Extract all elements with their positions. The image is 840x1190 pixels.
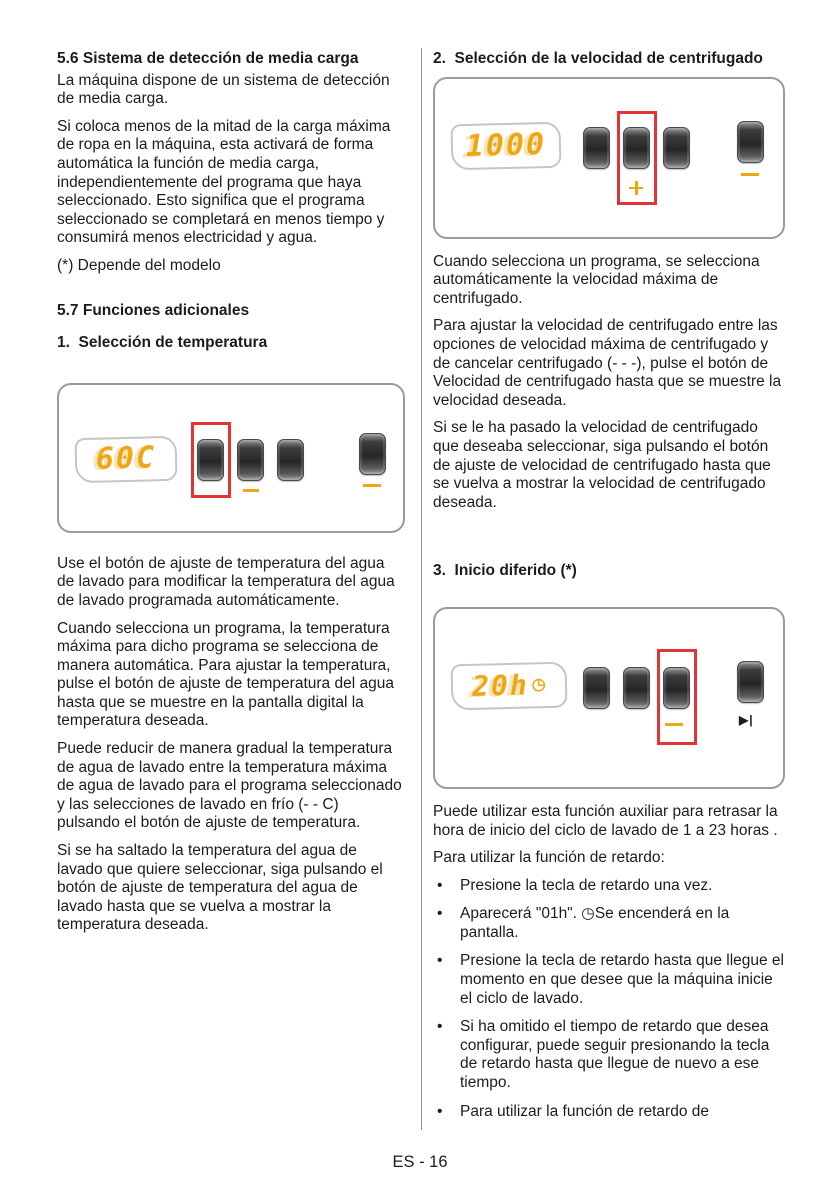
item-3-title: 3. Inicio diferido (*) (433, 562, 577, 580)
indicator-mark-icon (363, 484, 381, 487)
panel-button (359, 433, 386, 475)
spin-indicator-icon (629, 181, 643, 195)
display-value: 60C (95, 440, 157, 477)
display-value: 1000 (465, 126, 547, 164)
spin-speed-panel-figure (433, 77, 785, 239)
panel-button (737, 121, 764, 163)
temperature-panel-figure (57, 383, 405, 533)
paragraph: Para utilizar la función de retardo: (433, 849, 665, 867)
spin-speed-button (623, 127, 650, 169)
seven-segment-display (450, 661, 567, 710)
paragraph: Para ajustar la velocidad de centrifugado entre las opciones de velocidad máxima de centrifugado y de cancelar centrifugado (- - -), pulse el botón de Velocidad de centrifugado hasta que se muestre la velocidad deseada. (433, 317, 782, 409)
paragraph: Puede utilizar esta función auxiliar para retrasar la hora de inicio del ciclo de lavado de 1 a 23 horas . (433, 802, 778, 839)
list-item: • Aparecerá "01h". ◷Se encenderá en la pantalla. (433, 905, 785, 942)
indicator-mark-icon (243, 489, 259, 492)
paragraph: Puede reducir de manera gradual la temperatura de agua de lavado entre la temperatura máxima de agua de lavado para el programa seleccionado y las selecciones de lavado en frío (- - C) pulsando el botón de ajuste de temperatura. (57, 740, 402, 832)
start-pause-button-illustration (737, 661, 764, 703)
display-value: 20h (471, 668, 530, 703)
temperature-button (197, 439, 224, 481)
panel-button (277, 439, 304, 481)
right-column (433, 50, 785, 1131)
section-5-7-title: 5.7 Funciones adicionales (57, 301, 250, 319)
column-divider (421, 48, 422, 1130)
panel-button (583, 127, 610, 169)
list-item: • Para utilizar la función de retardo de (433, 1103, 785, 1122)
seven-segment-display (450, 121, 561, 170)
seven-segment-display (74, 435, 177, 482)
item-1-title: 1. Selección de temperatura (57, 334, 268, 352)
icon-part (635, 181, 638, 195)
delayed-start-panel-figure (433, 607, 785, 789)
delay-button (663, 667, 690, 709)
indicator-mark-icon (741, 173, 759, 176)
delay-instructions-list (433, 877, 785, 1122)
paragraph: Use el botón de ajuste de temperatura del agua de lavado para modificar la temperatura del agua de lavado programada automáticamente. (57, 554, 395, 609)
paragraph: La máquina dispone de un sistema de detección de media carga. (57, 71, 390, 108)
paragraph: Cuando selecciona un programa, se selecciona automáticamente la velocidad máxima de centrifugado. (433, 252, 760, 307)
paragraph: Si coloca menos de la mitad de la carga máxima de ropa en la máquina, esta activará de forma automática la función de media carga, independientemente del programa que haya seleccionado. Esto significa que el programa seleccionado se completará en menos tiempo y consumirá menos electricidad y agua. (57, 117, 391, 247)
section-5-6-title: 5.6 Sistema de detección de media carga (57, 50, 359, 67)
panel-button (663, 127, 690, 169)
page-number: ES - 16 (392, 1153, 448, 1172)
indicator-mark-icon (665, 723, 683, 726)
model-note: (*) Depende del modelo (57, 256, 221, 274)
paragraph: Si se ha saltado la temperatura del agua de lavado que quiere seleccionar, siga pulsando el botón de ajuste de temperatura del agua de lavado hasta que se vuelva a mostrar la temperatura deseada. (57, 842, 383, 934)
left-column (57, 50, 405, 944)
list-item: • Si ha omitido el tiempo de retardo que desea configurar, puede seguir presionando la tecla de retardo hasta que llegue de nuevo a ese tiempo. (433, 1018, 785, 1092)
start-pause-icon: ▶| (739, 712, 754, 727)
list-item: • Presione la tecla de retardo hasta que llegue el momento en que desee que la máquina inicie el ciclo de lavado. (433, 952, 785, 1008)
panel-button (583, 667, 610, 709)
clock-icon: ◷ (531, 675, 546, 694)
list-item: • Presione la tecla de retardo una vez. (433, 877, 785, 896)
panel-button (623, 667, 650, 709)
item-2-title: 2. Selección de la velocidad de centrifugado (433, 50, 763, 67)
paragraph: Cuando selecciona un programa, la temperatura máxima para dicho programa se selecciona de manera automática. Para ajustar la temperatura, pulse el botón de ajuste de temperatura del agua hasta que se muestre en la pantalla digital la temperatura deseada. (57, 619, 394, 730)
panel-button (237, 439, 264, 481)
paragraph: Si se le ha pasado la velocidad de centrifugado que deseaba seleccionar, siga pulsando el botón de ajuste de velocidad de centrifugado hasta que se vuelva a mostrar la velocidad de centrifugado deseada. (433, 419, 771, 511)
